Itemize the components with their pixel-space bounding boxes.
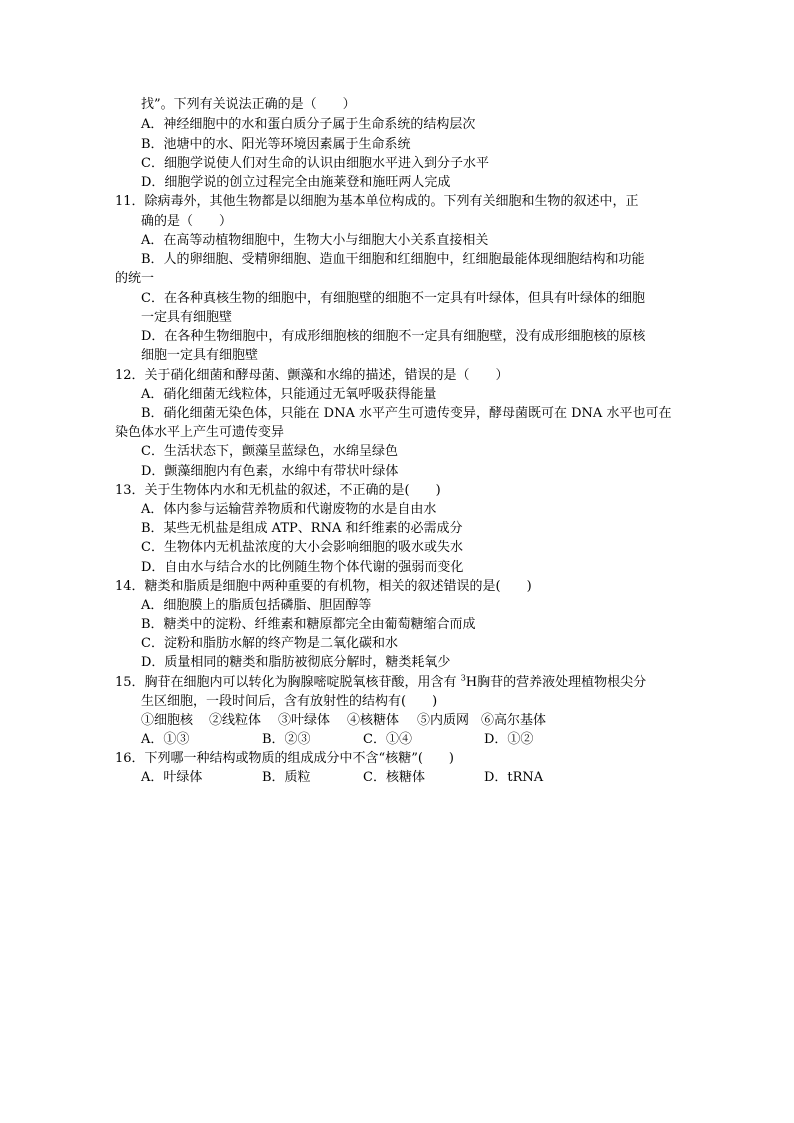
q14-option-c: C．淀粉和脂肪水解的终产物是二氧化碳和水 (141, 636, 398, 651)
q15-structure-5: ⑤内质网 (417, 713, 470, 728)
q16-option-d: D．tRNA (484, 770, 544, 785)
q11-option-c-line2: 一定具有细胞壁 (141, 310, 233, 325)
q14-option-d: D．质量相同的糖类和脂肪被彻底分解时，糖类耗氧少 (141, 655, 451, 670)
q11-stem-line1: 11．除病毒外，其他生物都是以细胞为基本单位构成的。下列有关细胞和生物的叙述中，正 (115, 194, 639, 209)
q15-options (141, 730, 701, 750)
q11-option-d-line2: 细胞一定具有细胞壁 (141, 348, 259, 363)
q12-option-a: A．硝化细菌无线粒体，只能通过无氧呼吸获得能量 (141, 387, 437, 402)
q11-option-d-line1: D．在各种生物细胞中，有成形细胞核的细胞不一定具有细胞壁，没有成形细胞核的原核 (141, 329, 646, 344)
q13-option-c: C．生物体内无机盐浓度的大小会影响细胞的吸水或失水 (141, 540, 463, 555)
q14-option-a: A．细胞膜上的脂质包括磷脂、胆固醇等 (141, 598, 372, 613)
q11-option-a: A．在高等动植物细胞中，生物大小与细胞大小关系直接相关 (141, 233, 489, 248)
q15-structure-3: ③叶绿体 (278, 713, 331, 728)
q11-option-c-line1: C．在各种真核生物的细胞中，有细胞壁的细胞不一定具有叶绿体，但具有叶绿体的细胞 (141, 291, 645, 306)
q16-option-b: B．质粒 (262, 770, 311, 785)
q14-stem: 14．糖类和脂质是细胞中两种重要的有机物，相关的叙述错误的是( ) (115, 579, 532, 594)
q15-option-c: C．①④ (363, 732, 412, 747)
q15-stem-line1 (115, 673, 646, 693)
q10-stem-tail: 找”。下列有关说法正确的是（ ） (141, 97, 356, 112)
q10-option-b: B．池塘中的水、阳光等环境因素属于生命系统 (141, 137, 411, 152)
q15-structure-6: ⑥高尔基体 (481, 713, 547, 728)
q15-option-a: A．①③ (141, 732, 190, 747)
q12-option-b-line1: B．硝化细菌无染色体，只能在 DNA 水平产生可遗传变异，酵母菌既可在 DNA 水平也可在 (141, 406, 672, 421)
q15-stem-line1-part1: 15．胸苷在细胞内可以转化为胸腺嘧啶脱氧核苷酸，用含有 (115, 675, 461, 690)
q16-options (141, 768, 701, 788)
q15-structure-4: ④核糖体 (347, 713, 400, 728)
q12-stem: 12．关于硝化细菌和酵母菌、颤藻和水绵的描述，错误的是（ ） (115, 368, 509, 383)
q16-stem: 16．下列哪一种结构或物质的组成成分中不含“核糖”( ) (115, 751, 454, 766)
q13-stem: 13．关于生物体内水和无机盐的叙述，不正确的是( ) (115, 483, 441, 498)
q15-option-d: D．①② (484, 732, 534, 747)
q15-stem-line2: 生区细胞，一段时间后，含有放射性的结构有( ) (141, 694, 438, 709)
q15-structure-list (141, 711, 701, 731)
q10-option-c: C．细胞学说使人们对生命的认识由细胞水平进入到分子水平 (141, 156, 489, 171)
q15-structure-2: ②线粒体 (209, 713, 262, 728)
q12-option-d: D．颤藻细胞内有色素，水绵中有带状叶绿体 (141, 464, 399, 479)
q16-option-a: A．叶绿体 (141, 770, 203, 785)
q13-option-a: A．体内参与运输营养物质和代谢废物的水是自由水 (141, 502, 437, 517)
q16-option-c: C．核糖体 (363, 770, 425, 785)
q13-option-d: D．自由水与结合水的比例随生物个体代谢的强弱而变化 (141, 560, 464, 575)
q12-option-b-line2: 染色体水平上产生可遗传变异 (115, 425, 285, 440)
q14-option-b: B．糖类中的淀粉、纤维素和糖原都完全由葡萄糖缩合而成 (141, 617, 476, 632)
q13-option-b: B．某些无机盐是组成 ATP、RNA 和纤维素的必需成分 (141, 521, 463, 536)
q11-option-b-line2: 的统一 (115, 271, 155, 286)
q15-option-b: B．②③ (262, 732, 311, 747)
q15-stem-line1-part2: H胸苷的营养液处理植物根尖分 (465, 675, 647, 690)
q10-option-d: D．细胞学说的创立过程完全由施莱登和施旺两人完成 (141, 175, 451, 190)
q15-structure-1: ①细胞核 (141, 713, 194, 728)
q10-option-a: A．神经细胞中的水和蛋白质分子属于生命系统的结构层次 (141, 117, 476, 132)
q12-option-c: C．生活状态下，颤藻呈蓝绿色，水绵呈绿色 (141, 444, 398, 459)
q11-option-b-line1: B．人的卵细胞、受精卵细胞、造血干细胞和红细胞中，红细胞最能体现细胞结构和功能 (141, 252, 645, 267)
q11-stem-line2: 确的是（ ） (141, 214, 233, 229)
q15-tritium-superscript: 3 (460, 673, 466, 683)
